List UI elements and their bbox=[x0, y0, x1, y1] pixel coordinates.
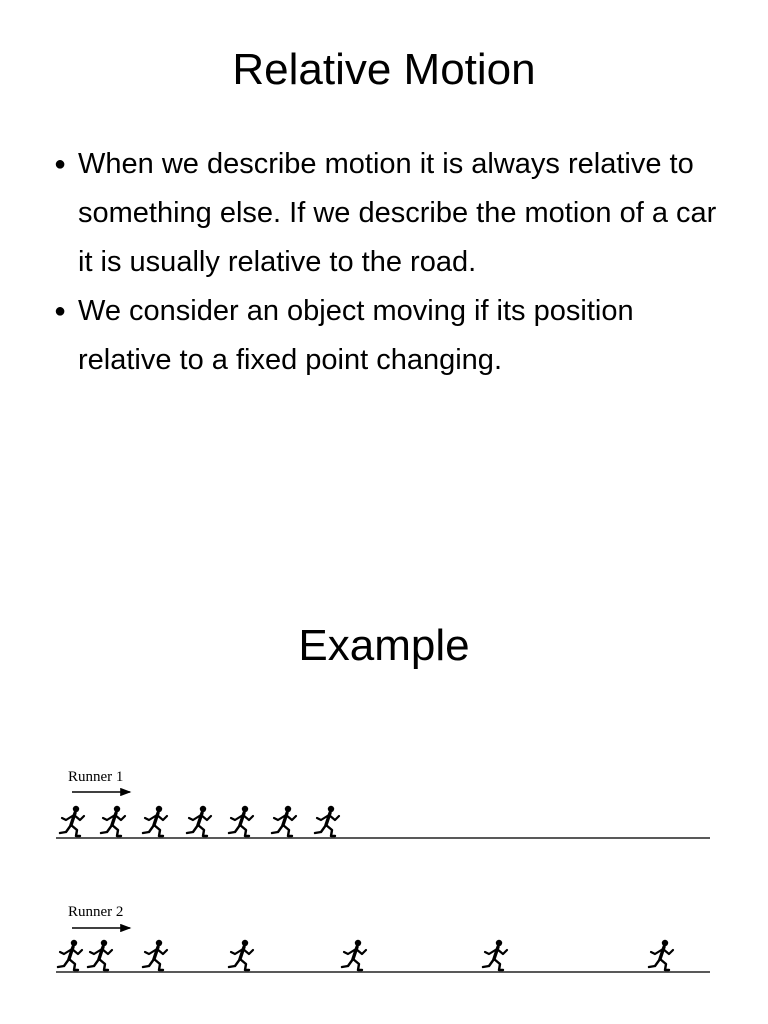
bullet-item bbox=[54, 140, 734, 287]
runner-1-figure-icon bbox=[101, 806, 125, 836]
bullet-text: When we describe motion it is always relative to something else. If we describe the motion of a car it is usually relative to the road. bbox=[78, 148, 717, 278]
runner-2-label: Runner 2 bbox=[68, 904, 124, 920]
runner-2-figure-icon bbox=[229, 940, 253, 970]
runners-figure bbox=[54, 762, 714, 982]
runner-1-figure-icon bbox=[315, 806, 339, 836]
runner-1-figure-icon bbox=[143, 806, 167, 836]
runner-2-figure-icon bbox=[88, 940, 112, 970]
runner-1-figure-icon bbox=[60, 806, 84, 836]
runner-2-figure-icon bbox=[483, 940, 507, 970]
runner-1-label: Runner 1 bbox=[68, 769, 124, 785]
example-title: Example bbox=[298, 621, 470, 670]
runner-2-figure-icon bbox=[649, 940, 673, 970]
bullet-dot-icon: ● bbox=[54, 300, 67, 322]
runner-2-figure-icon bbox=[58, 940, 82, 970]
bullet-item bbox=[54, 287, 734, 385]
runner-1-figure-icon bbox=[272, 806, 296, 836]
runner-2-figure-icon bbox=[143, 940, 167, 970]
runners-diagram bbox=[54, 762, 714, 982]
runner-2-figure-icon bbox=[342, 940, 366, 970]
runner-1-figure-icon bbox=[187, 806, 211, 836]
slide-title: Relative Motion bbox=[232, 45, 536, 94]
runner-1-figure-icon bbox=[229, 806, 253, 836]
bullet-list bbox=[54, 140, 734, 385]
bullet-text: We consider an object moving if its position relative to a fixed point changing. bbox=[78, 295, 634, 376]
bullet-dot-icon: ● bbox=[54, 153, 67, 175]
